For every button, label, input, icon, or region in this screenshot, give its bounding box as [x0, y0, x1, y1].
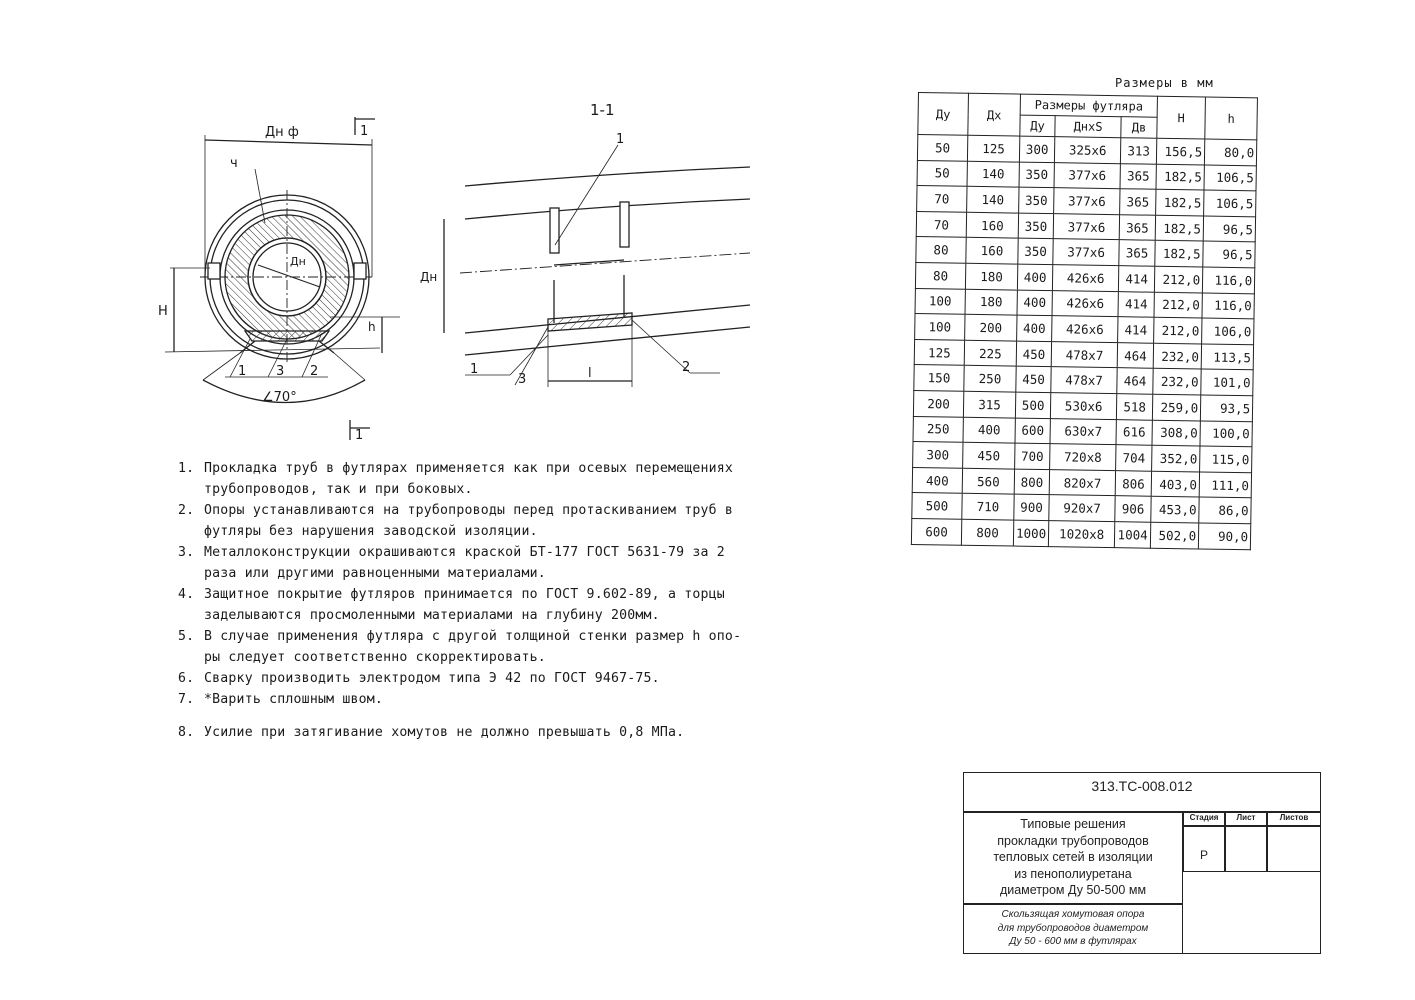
cell-case-dv: 414 — [1119, 266, 1155, 292]
cell-case-dv: 313 — [1121, 138, 1157, 164]
label-section-bottom: 1 — [355, 428, 364, 443]
cell-dx: 560 — [962, 468, 1014, 494]
cell-h: 80,0 — [1205, 139, 1257, 165]
cell-case-dv: 704 — [1116, 445, 1152, 471]
cell-H: 352,0 — [1152, 445, 1200, 471]
note-text — [204, 689, 758, 710]
cell-h: 100,0 — [1200, 421, 1252, 447]
note-line: В случае применения футляра с другой толщиной стенки размер h опо- — [204, 629, 742, 644]
header-case-dy: Ду — [1020, 115, 1055, 137]
cell-dx: 160 — [966, 238, 1018, 264]
note-line: Сварку производить электродом типа Э 42 по ГОСТ 9467-75. — [204, 671, 660, 686]
cell-case-dy: 400 — [1017, 264, 1053, 290]
cell-H: 182,5 — [1156, 164, 1204, 190]
note-7 — [178, 689, 758, 710]
base-line — [165, 348, 380, 352]
cell-H: 212,0 — [1154, 317, 1202, 343]
cell-case-dy: 450 — [1016, 341, 1052, 367]
sheets-header: Листов — [1279, 813, 1309, 822]
header-case-dv: Дв — [1121, 117, 1157, 139]
sheet-value-cell — [1225, 826, 1267, 872]
dimensions-table — [911, 92, 1258, 550]
note-8 — [178, 722, 758, 743]
cell-dy: 50 — [917, 135, 967, 161]
side-label-dn: Дн — [420, 270, 438, 284]
drawing-svg — [150, 95, 750, 445]
side-callout-top: 1 — [616, 132, 625, 147]
casing-bottom-line — [465, 327, 750, 355]
cell-dx: 250 — [964, 366, 1016, 392]
sheets-value-cell — [1267, 826, 1321, 872]
label-dn: Дн — [290, 255, 306, 268]
cell-case-dy: 350 — [1018, 213, 1054, 239]
note-line: Металлоконструкции окрашиваются краской БТ-177 ГОСТ 5631-79 за 2 — [204, 545, 725, 560]
cell-case-dy: 700 — [1015, 443, 1051, 469]
cell-case-dy: 1000 — [1013, 520, 1049, 546]
cell-H: 232,0 — [1153, 369, 1201, 395]
cell-h: 111,0 — [1199, 472, 1251, 498]
subtitle-line: Ду 50 - 600 мм в футлярах — [1009, 936, 1137, 947]
cell-H: 156,5 — [1157, 138, 1205, 164]
cell-case-dv: 365 — [1120, 189, 1156, 215]
note-text — [204, 458, 758, 500]
cell-dx: 200 — [965, 314, 1017, 340]
note-1 — [178, 458, 758, 500]
diameter-arrow — [258, 265, 320, 287]
technical-drawing — [150, 95, 750, 445]
cell-case-dv: 365 — [1120, 163, 1156, 189]
note-number: 4. — [178, 587, 195, 602]
note-line: Прокладка труб в футлярах применяется как при осевых перемещениях — [204, 461, 734, 476]
cell-dy: 80 — [915, 262, 965, 288]
cell-dx: 180 — [965, 263, 1017, 289]
side-leader-top — [555, 145, 618, 245]
title-line: тепловых сетей в изоляции — [993, 850, 1153, 864]
cell-h: 96,5 — [1203, 216, 1255, 242]
label-H: Н — [158, 304, 168, 319]
note-4 — [178, 584, 758, 626]
note-number: 6. — [178, 671, 195, 686]
cell-case-dy: 900 — [1014, 494, 1050, 520]
label-callout-1: 1 — [238, 364, 247, 379]
cell-case-dv: 616 — [1116, 419, 1152, 445]
cell-case-dns: 426x6 — [1053, 265, 1119, 292]
cell-dy: 50 — [917, 160, 967, 186]
clamp-left-top — [550, 208, 559, 253]
side-callout-2: 2 — [682, 360, 691, 375]
casing-top-inner — [465, 199, 750, 219]
cell-dy: 70 — [916, 211, 966, 237]
note-text — [204, 626, 758, 668]
note-line: заделываются просмоленными материалами на глубину 200мм. — [204, 608, 660, 623]
cell-case-dv: 906 — [1115, 496, 1151, 522]
note-line: раза или другими равноценными материалами. — [204, 566, 546, 581]
cell-H: 232,0 — [1153, 343, 1201, 369]
cell-case-dv: 365 — [1119, 214, 1155, 240]
cell-H: 182,5 — [1156, 189, 1204, 215]
table-row — [911, 518, 1250, 549]
cell-case-dy: 800 — [1014, 469, 1050, 495]
side-label-l: l — [588, 366, 592, 381]
cell-dy: 125 — [914, 339, 964, 365]
cell-H: 259,0 — [1152, 394, 1200, 420]
title-block — [963, 772, 1321, 954]
cell-dy: 200 — [913, 390, 963, 416]
note-number: 1. — [178, 461, 195, 476]
cell-dy: 300 — [913, 442, 963, 468]
side-center-line — [460, 253, 750, 273]
cell-dx: 710 — [962, 494, 1014, 520]
subtitle-line: для трубопроводов диаметром — [997, 922, 1149, 934]
side-view-title: 1-1 — [590, 101, 615, 119]
note-line: Усилие при затягивание хомутов не должно превышать 0,8 МПа. — [204, 725, 685, 740]
title-line: из пенополиуретана — [1014, 866, 1132, 881]
bolt-left — [208, 263, 220, 279]
stage-header: Стадия — [1189, 813, 1219, 822]
cell-H: 182,5 — [1155, 215, 1203, 241]
cell-dx: 140 — [967, 161, 1019, 187]
cell-case-dy: 300 — [1019, 136, 1055, 162]
cell-case-dv: 464 — [1117, 342, 1153, 368]
cell-dx: 450 — [963, 442, 1015, 468]
cell-case-dns: 478x7 — [1051, 341, 1117, 368]
note-number: 3. — [178, 545, 195, 560]
note-5 — [178, 626, 758, 668]
cell-case-dns: 720x8 — [1050, 444, 1116, 471]
note-line: Опоры устанавливаются на трубопроводы перед протаскиванием труб в — [204, 503, 734, 518]
cell-dy: 80 — [916, 237, 966, 263]
cell-H: 182,5 — [1155, 241, 1203, 267]
cell-case-dns: 1020x8 — [1048, 521, 1114, 548]
cell-h: 106,5 — [1204, 165, 1256, 191]
cell-case-dy: 600 — [1015, 418, 1051, 444]
label-angle: ∠70° — [262, 390, 297, 405]
side-callout-3: 3 — [518, 372, 527, 387]
cell-case-dv: 1004 — [1114, 522, 1150, 548]
casing-top-line — [465, 167, 750, 186]
cell-case-dv: 414 — [1118, 317, 1154, 343]
title-line: диаметром Ду 50-500 мм — [999, 883, 1147, 897]
cell-dy: 150 — [914, 365, 964, 391]
clamp-right-top — [620, 202, 629, 247]
cell-case-dv: 365 — [1119, 240, 1155, 266]
cell-case-dns: 325x6 — [1055, 137, 1121, 164]
cell-case-dv: 806 — [1115, 470, 1151, 496]
cell-dx: 180 — [965, 289, 1017, 315]
header-case-group: Размеры футляра — [1020, 94, 1157, 117]
cell-case-dns: 377x6 — [1053, 213, 1119, 240]
stage-value: Р — [1199, 848, 1208, 862]
cell-case-dy: 400 — [1017, 290, 1053, 316]
cell-h: 90,0 — [1198, 523, 1250, 549]
subtitle-line: Скользящая хомутовая опора — [1001, 909, 1145, 920]
cell-dy: 500 — [912, 493, 962, 519]
cell-dx: 225 — [964, 340, 1016, 366]
cell-h: 86,0 — [1199, 497, 1251, 523]
cell-case-dy: 350 — [1019, 162, 1055, 188]
cell-case-dy: 450 — [1016, 366, 1052, 392]
cell-case-dy: 350 — [1018, 238, 1054, 264]
header-case-dns: ДнхS — [1055, 116, 1121, 138]
cell-dx: 800 — [961, 519, 1013, 545]
cell-h: 116,0 — [1202, 267, 1254, 293]
cell-dy: 250 — [913, 416, 963, 442]
cell-h: 93,5 — [1200, 395, 1252, 421]
cell-case-dns: 377x6 — [1054, 162, 1120, 189]
label-callout-3: 3 — [276, 364, 285, 379]
note-text — [204, 584, 758, 626]
cell-dx: 400 — [963, 417, 1015, 443]
label-4: ч — [230, 156, 238, 171]
cell-H: 308,0 — [1152, 420, 1200, 446]
cell-case-dns: 377x6 — [1054, 188, 1120, 215]
title-line: прокладки трубопроводов — [997, 833, 1149, 848]
note-2 — [178, 500, 758, 542]
cell-case-dns: 478x7 — [1051, 367, 1117, 394]
cell-dx: 125 — [967, 135, 1019, 161]
cell-h: 101,0 — [1201, 369, 1253, 395]
side-support-base — [548, 313, 632, 331]
notes-list — [178, 458, 758, 743]
header-H: Н — [1157, 96, 1206, 139]
note-line: трубопроводов, так и при боковых. — [204, 482, 473, 497]
note-text — [204, 542, 758, 584]
note-line: Защитное покрытие футляров принимается по ГОСТ 9.602-89, а торцы — [204, 587, 725, 602]
cell-case-dns: 426x6 — [1052, 316, 1118, 343]
cell-H: 403,0 — [1151, 471, 1199, 497]
note-number: 2. — [178, 503, 195, 518]
cell-H: 502,0 — [1150, 522, 1198, 548]
table-caption: Размеры в мм — [1115, 76, 1214, 90]
side-callout-1: 1 — [470, 362, 479, 377]
bolt-right — [354, 263, 366, 279]
cell-h: 116,0 — [1202, 293, 1254, 319]
note-text — [204, 500, 758, 542]
subtitle-text — [963, 908, 1183, 949]
cell-H: 212,0 — [1155, 266, 1203, 292]
cell-h: 113,5 — [1201, 344, 1253, 370]
cell-dx: 160 — [966, 212, 1018, 238]
title-text — [963, 816, 1183, 899]
cell-case-dv: 464 — [1117, 368, 1153, 394]
note-text — [204, 722, 758, 743]
side-view — [444, 145, 750, 387]
cell-H: 453,0 — [1151, 497, 1199, 523]
label-section-top: 1 — [360, 124, 369, 139]
cell-case-dv: 414 — [1118, 291, 1154, 317]
table-body — [911, 135, 1256, 550]
cell-h: 96,5 — [1203, 241, 1255, 267]
header-h: h — [1205, 97, 1258, 140]
cell-h: 106,0 — [1202, 318, 1254, 344]
header-dy: Ду — [918, 93, 969, 136]
cell-case-dns: 820x7 — [1049, 469, 1115, 496]
note-number: 5. — [178, 629, 195, 644]
leader-4 — [255, 169, 265, 223]
cell-dy: 70 — [917, 186, 967, 212]
angle-ray-left — [203, 353, 240, 380]
cell-dy: 100 — [915, 288, 965, 314]
angle-ray-right — [334, 353, 365, 380]
cell-dy: 400 — [912, 467, 962, 493]
cell-H: 212,0 — [1154, 292, 1202, 318]
label-dnf: Дн ф — [265, 125, 299, 140]
note-number: 7. — [178, 692, 195, 707]
dim-line-dnf — [205, 140, 372, 145]
sheet-header: Лист — [1236, 813, 1256, 822]
cell-case-dns: 920x7 — [1049, 495, 1115, 522]
note-line: ры следует соответственно скорректировать. — [204, 650, 546, 665]
note-line: *Варить сплошным швом. — [204, 692, 384, 707]
side-leader-1 — [510, 335, 548, 375]
cell-h: 106,5 — [1204, 190, 1256, 216]
note-3 — [178, 542, 758, 584]
cell-dx: 315 — [963, 391, 1015, 417]
cell-case-dy: 350 — [1019, 187, 1055, 213]
cell-case-dy: 400 — [1017, 315, 1053, 341]
cell-h: 115,0 — [1200, 446, 1252, 472]
drawing-code: 313.ТС-008.012 — [1091, 778, 1193, 794]
note-text — [204, 668, 758, 689]
note-number: 8. — [178, 725, 195, 740]
note-6 — [178, 668, 758, 689]
cell-dy: 600 — [911, 518, 961, 544]
label-callout-2: 2 — [310, 364, 319, 379]
cell-dx: 140 — [967, 186, 1019, 212]
cell-case-dy: 500 — [1015, 392, 1051, 418]
cell-case-dns: 530x6 — [1051, 393, 1117, 420]
table-header-row — [918, 93, 1257, 119]
cell-dy: 100 — [915, 314, 965, 340]
header-dx: Дх — [968, 93, 1021, 136]
cell-case-dns: 630x7 — [1050, 418, 1116, 445]
note-line: футляры без нарушения заводской изоляции. — [204, 524, 538, 539]
title-line: Типовые решения — [1020, 817, 1126, 831]
label-h: h — [368, 320, 376, 334]
cell-case-dns: 377x6 — [1053, 239, 1119, 266]
cell-case-dns: 426x6 — [1052, 290, 1118, 317]
cell-case-dv: 518 — [1116, 394, 1152, 420]
